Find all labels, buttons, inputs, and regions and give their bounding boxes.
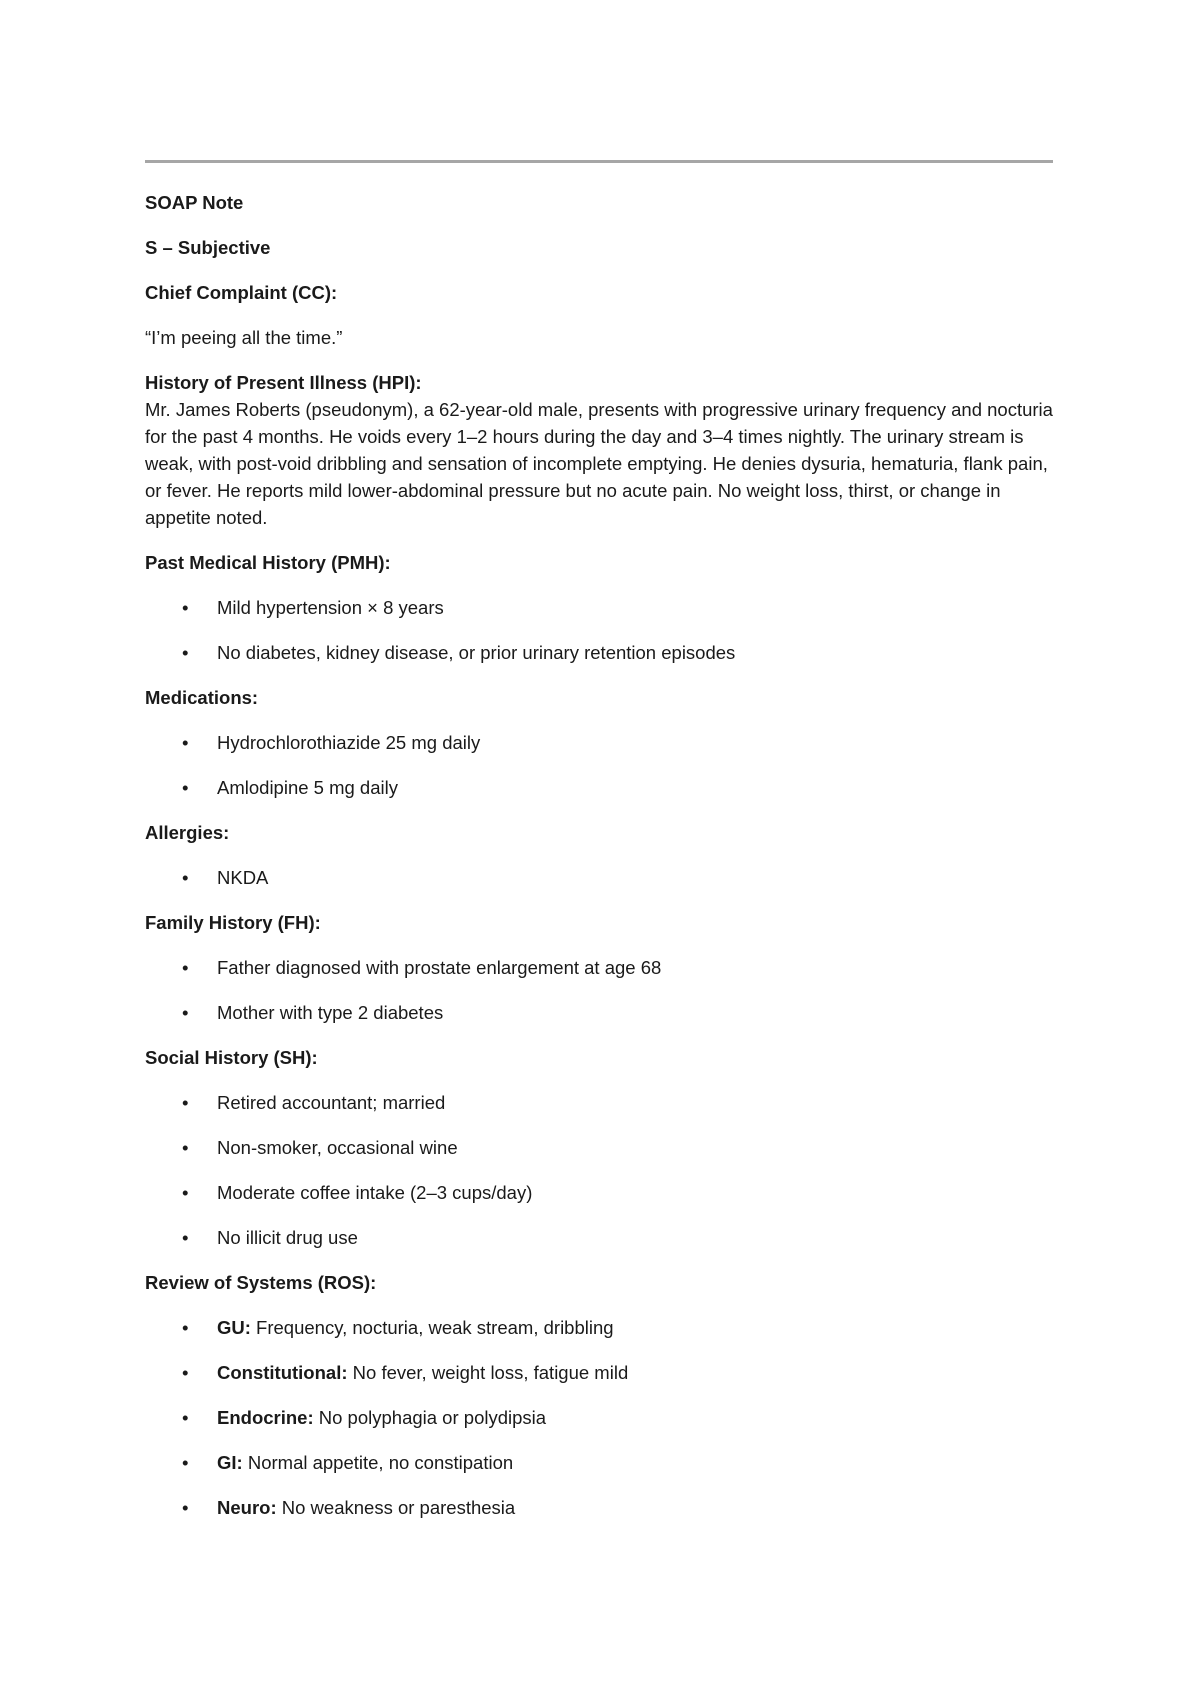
allergies-list (145, 864, 1053, 891)
document-page (145, 160, 1053, 1539)
list-item: • Retired accountant; married (145, 1089, 1053, 1116)
ros-label: Endocrine: (217, 1407, 314, 1428)
pmh-heading: Past Medical History (PMH): (145, 552, 391, 573)
cc-heading: Chief Complaint (CC): (145, 282, 338, 303)
list-item (145, 1404, 1053, 1431)
ros-list (145, 1314, 1053, 1521)
fh-list (145, 954, 1053, 1026)
fh-heading: Family History (FH): (145, 912, 321, 933)
ros-label: Constitutional: (217, 1362, 348, 1383)
list-item: • Moderate coffee intake (2–3 cups/day) (145, 1179, 1053, 1206)
pmh-list (145, 594, 1053, 666)
list-item (145, 1314, 1053, 1341)
cc-text: “I’m peeing all the time.” (145, 327, 343, 348)
hpi-heading: History of Present Illness (HPI): (145, 372, 422, 393)
ros-label: GU: (217, 1317, 251, 1338)
allergies-heading: Allergies: (145, 822, 230, 843)
section-subjective-heading: S – Subjective (145, 237, 271, 258)
ros-label: GI: (217, 1452, 243, 1473)
ros-text: No weakness or paresthesia (276, 1497, 516, 1518)
document-title: SOAP Note (145, 192, 244, 213)
ros-text: No polyphagia or polydipsia (313, 1407, 547, 1428)
medications-heading: Medications: (145, 687, 259, 708)
list-item: • No diabetes, kidney disease, or prior urinary retention episodes (145, 639, 1053, 666)
ros-heading: Review of Systems (ROS): (145, 1272, 377, 1293)
sh-heading: Social History (SH): (145, 1047, 318, 1068)
list-item: • Mother with type 2 diabetes (145, 999, 1053, 1026)
horizontal-rule (145, 160, 1053, 163)
list-item: • Amlodipine 5 mg daily (145, 774, 1053, 801)
ros-text: Frequency, nocturia, weak stream, dribbling (250, 1317, 614, 1338)
list-item: • NKDA (145, 864, 1053, 891)
list-item (145, 1449, 1053, 1476)
list-item: • No illicit drug use (145, 1224, 1053, 1251)
list-item: • Mild hypertension × 8 years (145, 594, 1053, 621)
ros-label: Neuro: (217, 1497, 277, 1518)
list-item: • Father diagnosed with prostate enlargement at age 68 (145, 954, 1053, 981)
ros-text: No fever, weight loss, fatigue mild (347, 1362, 629, 1383)
list-item (145, 1359, 1053, 1386)
list-item: • Hydrochlorothiazide 25 mg daily (145, 729, 1053, 756)
sh-list (145, 1089, 1053, 1251)
list-item (145, 1494, 1053, 1521)
ros-text: Normal appetite, no constipation (242, 1452, 514, 1473)
hpi-text: Mr. James Roberts (pseudonym), a 62-year-old male, presents with progressive urinary frequency and nocturia for the past 4 months. He voids every 1–2 hours during the day and 3–4 times nightly. The urinary stream is weak, with post-void dribbling and sensation of incomplete emptying. He denies dysuria, hematuria, flank pain, or fever. He reports mild lower-abdominal pressure but no acute pain. No weight loss, thirst, or change in appetite noted. (145, 399, 1053, 528)
list-item: • Non-smoker, occasional wine (145, 1134, 1053, 1161)
medications-list (145, 729, 1053, 801)
